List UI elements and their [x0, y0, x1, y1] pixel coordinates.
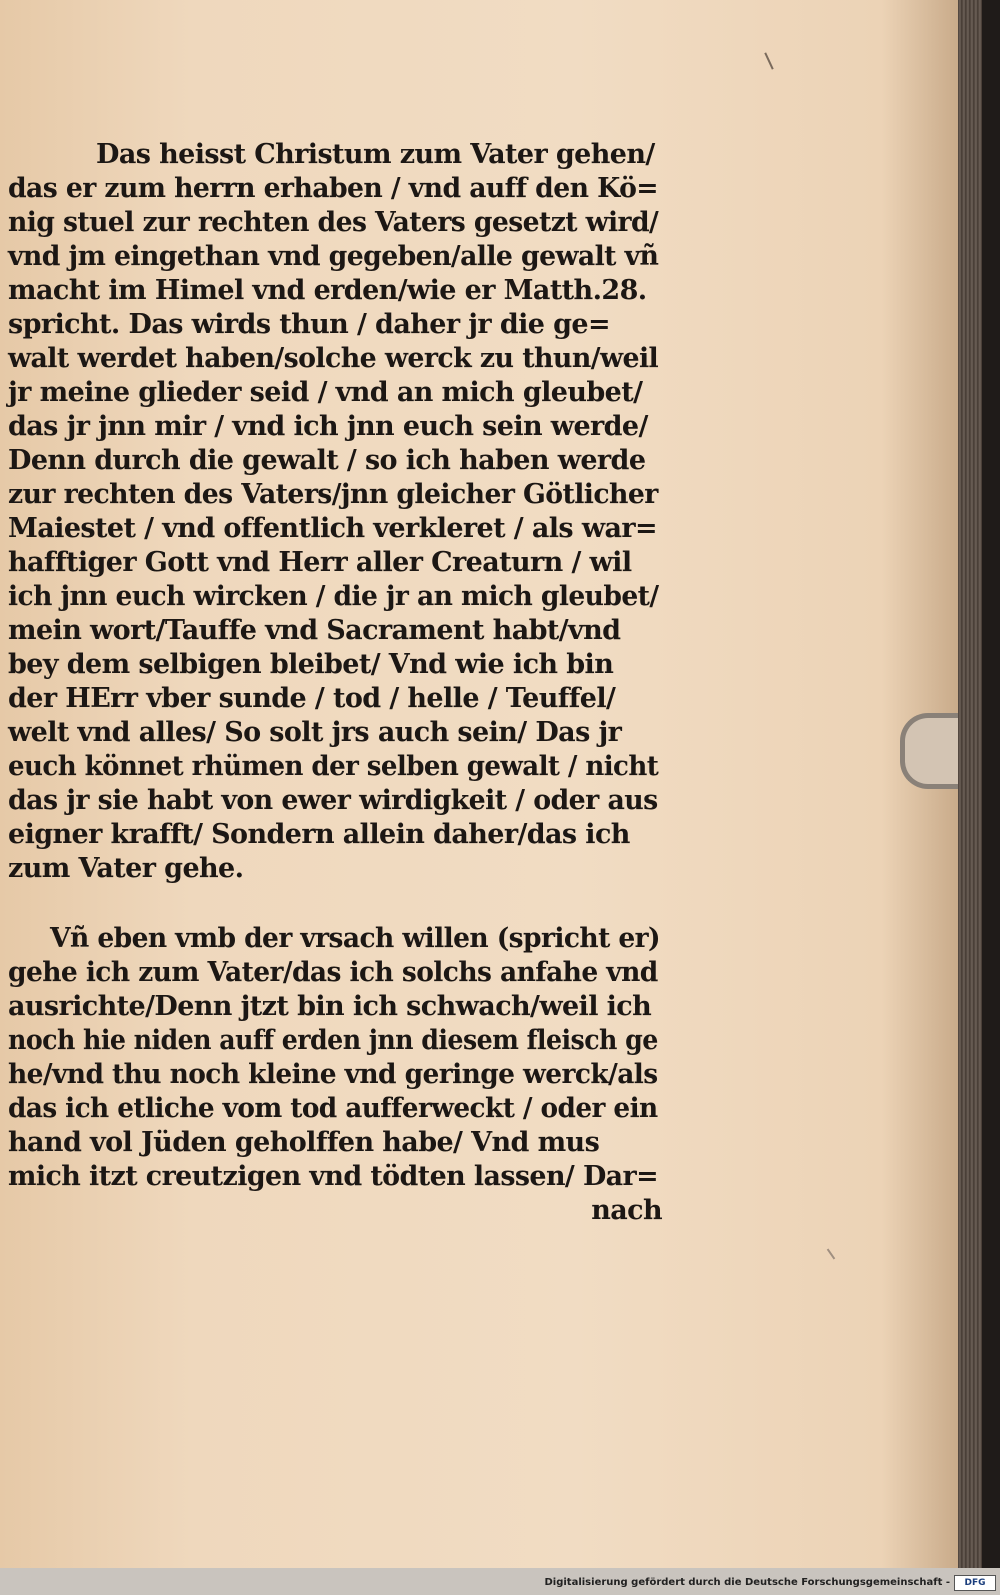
text-line: Maiestet / vnd offentlich verkleret / als war= [8, 513, 658, 544]
text-line: hand vol Jüden geholffen habe/ Vnd mus [8, 1127, 600, 1158]
pen-mark [764, 52, 773, 69]
text-line: gehe ich zum Vater/das ich solchs anfahe vnd [8, 957, 658, 988]
text-line: das er zum herrn erhaben / vnd auff den Kö= [8, 173, 659, 204]
book-cover-edge [982, 0, 1000, 1568]
text-line: mich itzt creutzigen vnd tödten lassen/ Dar= [8, 1161, 659, 1192]
text-line: ausrichte/Denn jtzt bin ich schwach/weil ich [8, 991, 652, 1022]
text-line: vnd jm eingethan vnd gegeben/alle gewalt vñ [8, 241, 659, 272]
text-line: hafftiger Gott vnd Herr aller Creaturn / wil [8, 547, 632, 578]
page-edge-stack [958, 0, 982, 1568]
page-clip [900, 713, 958, 789]
text-line: euch könnet rhümen der selben gewalt / nicht [8, 751, 659, 782]
text-line: Das heisst Christum zum Vater gehen/ [96, 139, 655, 170]
text-line: Denn durch die gewalt / so ich haben werde [8, 445, 646, 476]
text-line: welt vnd alles/ So solt jrs auch sein/ Das jr [8, 717, 622, 748]
text-line: eigner krafft/ Sondern allein daher/das ich [8, 819, 630, 850]
text-line: walt werdet haben/solche werck zu thun/weil [8, 343, 659, 374]
text-line: mein wort/Tauffe vnd Sacrament habt/vnd [8, 615, 621, 646]
text-line: das jr jnn mir / vnd ich jnn euch sein werde/ [8, 411, 648, 442]
text-line: noch hie niden auff erden jnn diesem fleisch ge [8, 1025, 658, 1056]
catchword: nach [591, 1195, 662, 1226]
text-line: ich jnn euch wircken / die jr an mich gleubet/ [8, 581, 659, 612]
text-line: bey dem selbigen bleibet/ Vnd wie ich bin [8, 649, 614, 680]
text-line: he/vnd thu noch kleine vnd geringe werck/als [8, 1059, 658, 1090]
text-line: jr meine glieder seid / vnd an mich gleubet/ [8, 377, 643, 408]
text-line: nig stuel zur rechten des Vaters gesetzt wird/ [8, 207, 659, 238]
stray-mark [827, 1249, 836, 1260]
text-line: das ich etliche vom tod aufferweckt / oder ein [8, 1093, 658, 1124]
text-line: macht im Himel vnd erden/wie er Matth.28. [8, 275, 647, 306]
text-line: der HErr vber sunde / tod / helle / Teuffel/ [8, 683, 616, 714]
text-line: das jr sie habt von ewer wirdigkeit / oder aus [8, 785, 658, 816]
text-line: Vñ eben vmb der vrsach willen (spricht er) [50, 923, 661, 954]
text-line: zur rechten des Vaters/jnn gleicher Götlicher [8, 479, 658, 510]
text-line: spricht. Das wirds thun / daher jr die ge= [8, 309, 611, 340]
digitization-credit: Digitalisierung gefördert durch die Deutsche Forschungsgemeinschaft - [544, 1577, 950, 1588]
text-line: zum Vater gehe. [8, 853, 244, 884]
dfg-logo: DFG [954, 1575, 996, 1591]
